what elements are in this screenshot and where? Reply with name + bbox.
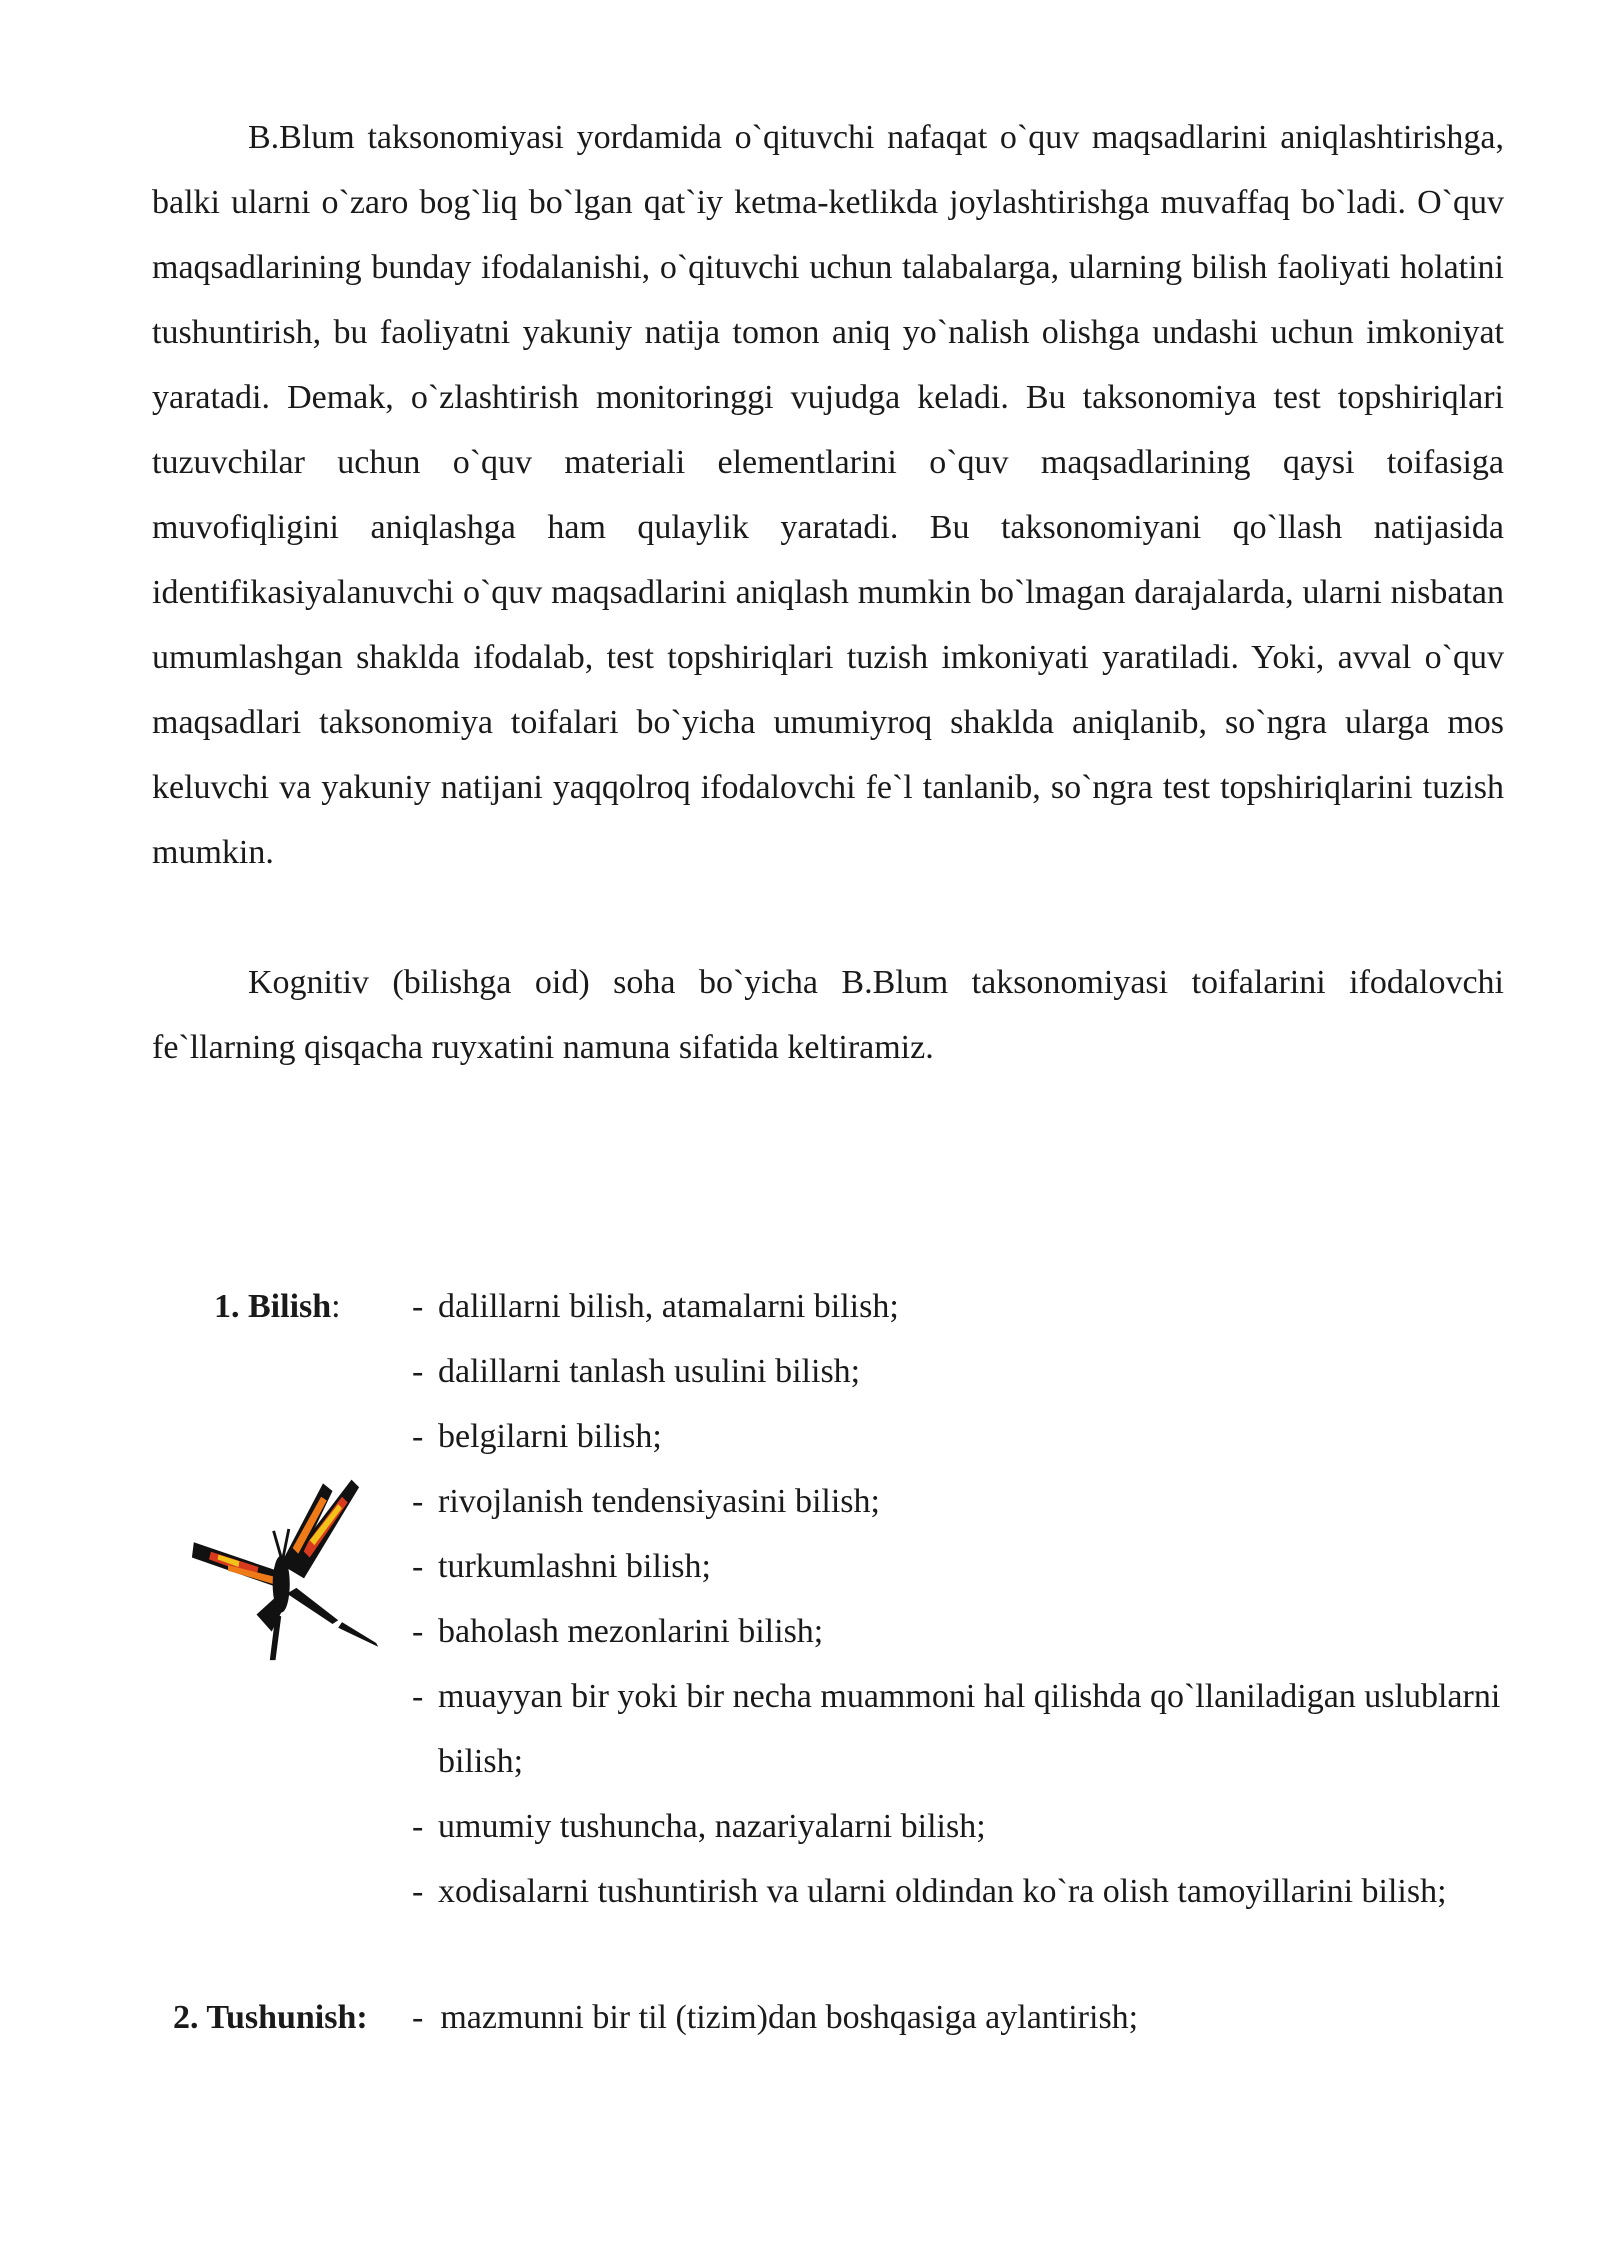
item-dash: - xyxy=(412,1483,424,1520)
list-item: - dalillarni bilish, atamalarni bilish; xyxy=(412,1274,1512,1339)
butterfly-icon xyxy=(190,1472,380,1662)
category-bilish-title: 1. Bilish xyxy=(214,1288,332,1325)
list-item: - umumiy tushuncha, nazariyalarni bilish; xyxy=(412,1794,1512,1859)
item-dash: - xyxy=(412,1613,424,1650)
tushunish-item: - mazmunni bir til (tizim)dan boshqasiga aylantirish; xyxy=(412,1999,1139,2036)
item-dash: - xyxy=(412,1288,424,1325)
category-bilish-colon: : xyxy=(331,1288,341,1325)
paragraph-intro: B.Blum taksonomiyasi yordamida o`qituvchi nafaqat o`quv maqsadlarini aniqlashtirishga, balki ularni o`zaro bog`liq bo`lgan qat`iy ketma-ketlikda joylashtirishga muvaffaq bo`ladi. O`quv maqsadlarining bunday ifodalanishi, o`qituvchi uchun talabalarga, ularning bilish faoliyati holatini tushuntirish, bu faoliyatni yakuniy natija tomon aniq yo`nalish olishga undashi uchun imkoniyat yaratadi. Demak, o`zlashtirish monitoringgi vujudga keladi. Bu taksonomiya test topshiriqlari tuzuvchilar uchun o`quv materiali elementlarini o`quv maqsadlarining qaysi toifasiga muvofiqligini aniqlashga ham qulaylik yaratadi. Bu taksonomiyani qo`llash natijasida identifikasiyalanuvchi o`quv maqsadlarini aniqlash mumkin bo`lmagan darajalarda, ularni nisbatan umumlashgan shaklda ifodalab, test topshiriqlari tuzish imkoniyati yaratiladi. Yoki, avval o`quv maqsadlari taksonomiya toifalari bo`yicha umumiyroq shaklda aniqlanib, so`ngra ularga mos keluvchi va yakuniy natijani yaqqolroq ifodalovchi fe`l tanlanib, so`ngra test topshiriqlarini tuzish mumkin. xyxy=(152,119,1504,871)
list-item: - baholash mezonlarini bilish; xyxy=(412,1599,1512,1664)
item-dash: - xyxy=(412,1678,424,1715)
list-item: - xodisalarni tushuntirish va ularni oldindan ko`ra olish tamoyillarini bilish; xyxy=(412,1859,1512,1924)
list-item: - rivojlanish tendensiyasini bilish; xyxy=(412,1469,1512,1534)
list-item: - muayyan bir yoki bir necha muammoni hal qilishda qo`llaniladigan uslublarni bilish; xyxy=(412,1664,1512,1794)
item-dash: - xyxy=(412,1353,424,1390)
category-tushunish-label: 2. Tushunish: xyxy=(173,1999,368,2036)
bilish-items-list xyxy=(412,1274,1512,1924)
item-dash: - xyxy=(412,1418,424,1455)
item-dash: - xyxy=(412,1873,424,1910)
list-item: - belgilarni bilish; xyxy=(412,1404,1512,1469)
item-dash: - xyxy=(412,1808,424,1845)
paragraph-kognitiv: Kognitiv (bilishga oid) soha bo`yicha B.Blum taksonomiyasi toifalarini ifodalovchi fe`llarning qisqacha ruyxatini namuna sifatida keltiramiz. xyxy=(152,964,1504,1066)
item-dash: - xyxy=(412,1548,424,1585)
item-dash: - xyxy=(412,1999,424,2036)
category-bilish-label xyxy=(214,1274,341,1339)
list-item: - turkumlashni bilish; xyxy=(412,1534,1512,1599)
list-item: - dalillarni tanlash usulini bilish; xyxy=(412,1339,1512,1404)
